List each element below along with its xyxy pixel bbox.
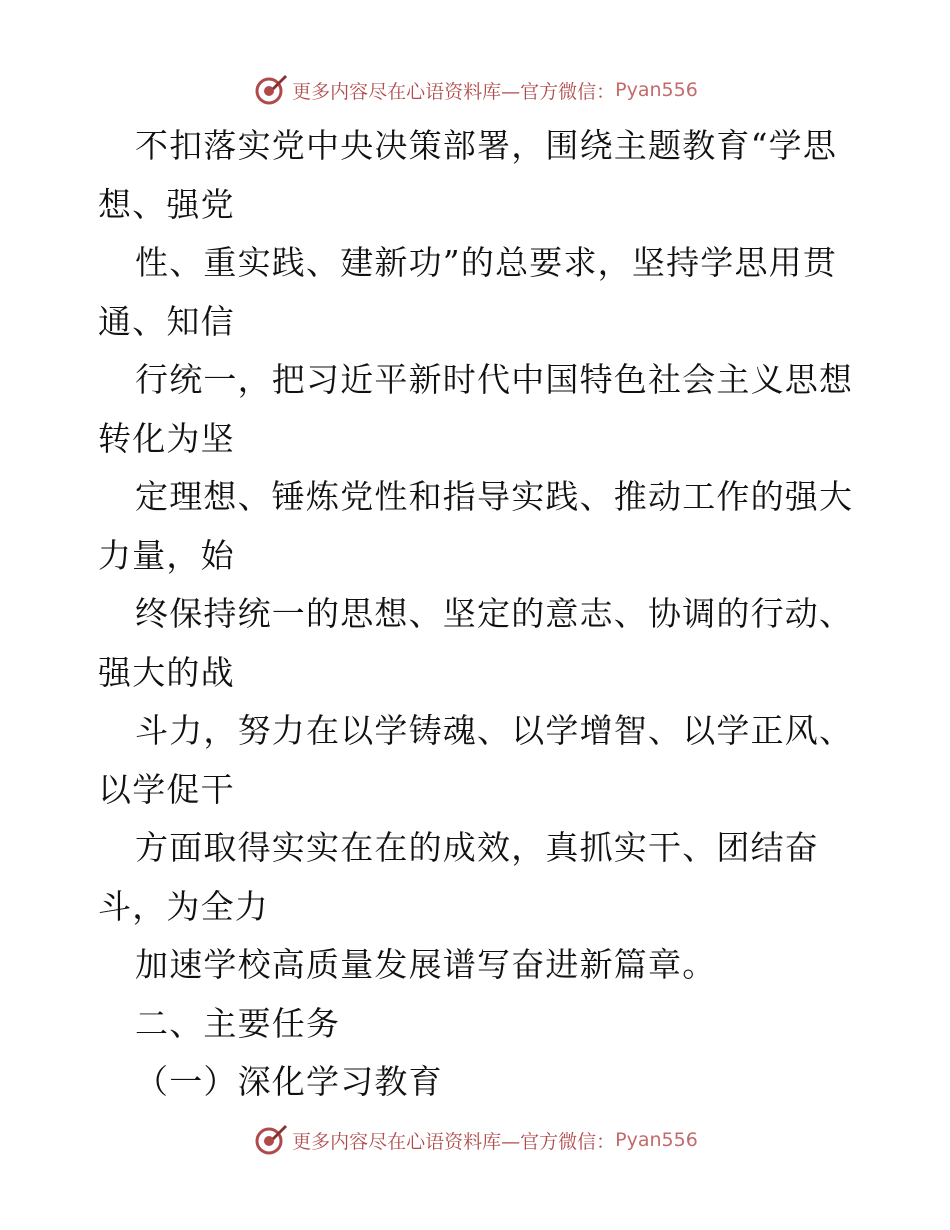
body-line: 力量，始 [98, 535, 235, 575]
body-line: 定理想、锤炼党性和指导实践、推动工作的强大 [135, 477, 854, 516]
pen-swirl-logo-icon [252, 1122, 288, 1158]
body-line: 行统一，把习近平新时代中国特色社会主义思想 [135, 360, 854, 399]
body-line: 性、重实践、建新功”的总要求，坚持学思用贯 [135, 243, 838, 282]
body-line: 不扣落实党中央决策部署，围绕主题教育“学思 [135, 126, 838, 165]
document-body [98, 117, 858, 1112]
body-line: 想、强党 [98, 184, 235, 224]
body-line: 斗，为全力 [98, 886, 269, 926]
subsection-heading: （一）深化学习教育 [135, 1062, 443, 1101]
body-line: 转化为坚 [98, 418, 235, 458]
body-line: 以学促干 [98, 769, 235, 809]
watermark-handle: Pyan556 [615, 79, 698, 101]
body-line: 加速学校高质量发展谱写奋进新篇章。 [135, 945, 717, 984]
body-line: 通、知信 [98, 301, 235, 341]
body-line: 终保持统一的思想、坚定的意志、协调的行动、 [135, 594, 854, 633]
header-watermark [0, 70, 950, 110]
watermark-text: 更多内容尽在心语资料库—官方微信： [292, 1130, 616, 1153]
watermark-text: 更多内容尽在心语资料库—官方微信： [292, 80, 616, 103]
pen-swirl-logo-icon [252, 72, 288, 108]
body-line: 方面取得实实在在的成效，真抓实干、团结奋 [135, 828, 819, 867]
watermark-handle: Pyan556 [615, 1129, 698, 1151]
section-heading: 二、主要任务 [135, 1003, 341, 1043]
body-line: 斗力，努力在以学铸魂、以学增智、以学正风、 [135, 711, 854, 750]
footer-watermark [0, 1120, 950, 1160]
body-line: 强大的战 [98, 652, 235, 692]
